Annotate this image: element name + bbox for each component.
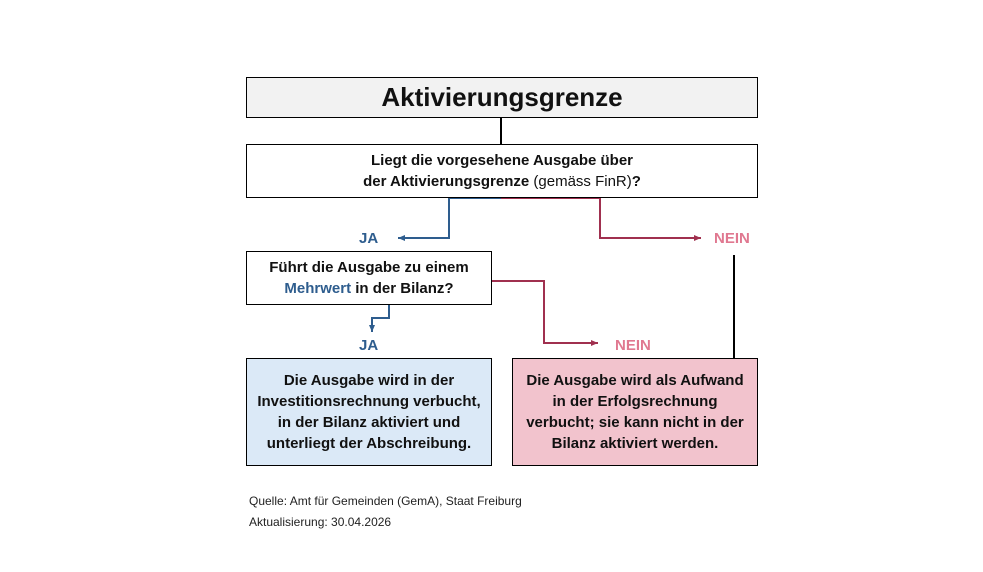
question-2-rest: in der Bilanz?	[351, 280, 454, 297]
question-2-line-2	[284, 278, 453, 299]
question-1-bold: der Aktivierungsgrenze	[363, 173, 530, 190]
diagram-title: Aktivierungsgrenze	[381, 82, 623, 112]
yes-label-1: JA	[359, 230, 379, 247]
no-label-2: NEIN	[615, 337, 651, 354]
title-box	[246, 77, 758, 118]
update-note: Aktualisierung: 30.04.2026	[249, 515, 392, 529]
no1-arrow	[501, 198, 701, 238]
result-yes-line: Investitionsrechnung verbucht,	[257, 393, 481, 410]
result-yes-line: unterliegt der Abschreibung.	[266, 435, 472, 452]
no2-arrow	[492, 281, 598, 343]
result-yes-box	[246, 358, 492, 466]
result-no-line: verbucht; sie kann nicht in der	[526, 414, 744, 431]
yes2-arrow	[372, 305, 389, 332]
yes-label-2: JA	[359, 337, 379, 354]
question-2-line-1: Führt die Ausgabe zu einem	[269, 259, 469, 276]
source-note: Quelle: Amt für Gemeinden (GemA), Staat Freiburg	[249, 494, 522, 508]
no-label-1: NEIN	[714, 230, 750, 247]
question-1-box	[246, 144, 758, 198]
question-1-normal: (gemäss FinR)	[529, 173, 632, 190]
result-no-box	[512, 358, 758, 466]
question-1-line-1: Liegt die vorgesehene Ausgabe über	[370, 152, 633, 169]
result-yes-line: in der Bilanz aktiviert und	[277, 414, 461, 431]
result-yes-line: Die Ausgabe wird in der	[283, 372, 455, 389]
yes1-arrow	[398, 198, 501, 238]
result-no-line: in der Erfolgsrechnung	[552, 393, 718, 410]
question-2-box	[246, 251, 492, 305]
result-no-line: Die Ausgabe wird als Aufwand	[526, 372, 744, 389]
question-2-highlight: Mehrwert	[284, 280, 352, 297]
question-1-line-2	[363, 171, 641, 192]
question-1-end: ?	[631, 173, 641, 190]
result-no-line: Bilanz aktiviert werden.	[551, 435, 719, 452]
